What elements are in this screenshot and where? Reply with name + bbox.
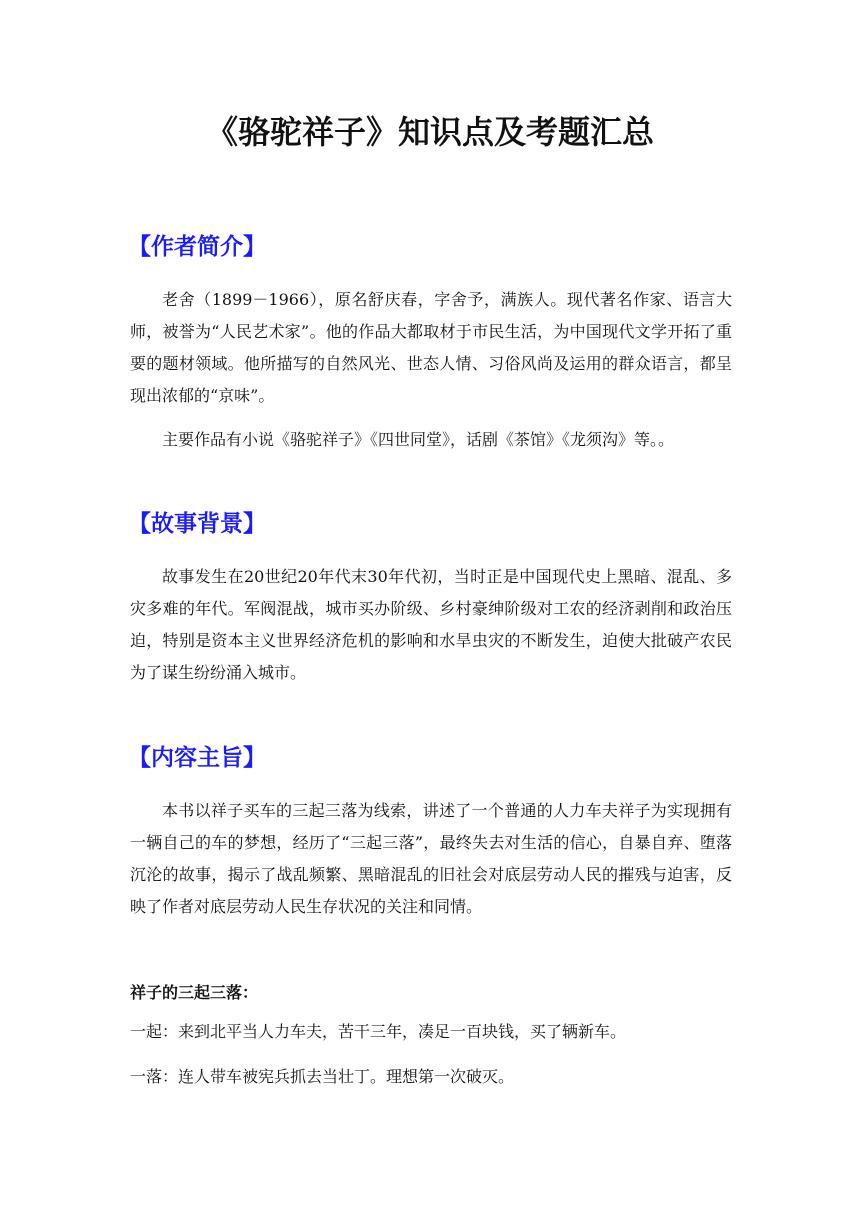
section-heading-theme: 【内容主旨】 [128, 745, 266, 771]
background-paragraph: 故事发生在20世纪20年代末30年代初，当时正是中国现代史上黑暗、混乱、多灾多难的年代。军阀混战，城市买办阶级、乡村豪绅阶级对工农的经济剥削和政治压迫，特别是资本主义世界经济危机的影响和水旱虫灾的不断发生，迫使大批破产农民为了谋生纷纷涌入城市。 [130, 567, 732, 682]
author-intro-paragraph: 老舍（1899－1966），原名舒庆春，字舍予，满族人。现代著名作家、语言大师，被誉为“人民艺术家”。他的作品大都取材于市民生活，为中国现代文学开拓了重要的题材领域。他所描写的自然风光、世态人情、习俗风尚及运用的群众语言，都呈现出浓郁的“京味”。 [130, 290, 732, 405]
section-heading-background: 【故事背景】 [128, 511, 266, 537]
rise-fall-item: 一落：连人带车被宪兵抓去当壮丁。理想第一次破灭。 [130, 1067, 515, 1086]
rise-fall-item: 一起：来到北平当人力车夫，苦干三年，凑足一百块钱，买了辆新车。 [130, 1022, 627, 1041]
rise-fall-heading: 祥子的三起三落： [130, 983, 259, 1002]
author-works-paragraph: 主要作品有小说《骆驼祥子》《四世同堂》，话剧《茶馆》《龙须沟》等。。 [162, 430, 675, 449]
theme-paragraph: 本书以祥子买车的三起三落为线索，讲述了一个普通的人力车夫祥子为实现拥有一辆自己的车的梦想，经历了“三起三落”，最终失去对生活的信心，自暴自弃、堕落沉沦的故事，揭示了战乱频繁、黑暗混乱的旧社会对底层劳动人民的摧残与迫害，反映了作者对底层劳动人民生存状况的关注和同情。 [130, 801, 732, 916]
section-heading-author: 【作者简介】 [128, 234, 266, 260]
document-title: 《骆驼祥子》知识点及考题汇总 [205, 113, 654, 151]
